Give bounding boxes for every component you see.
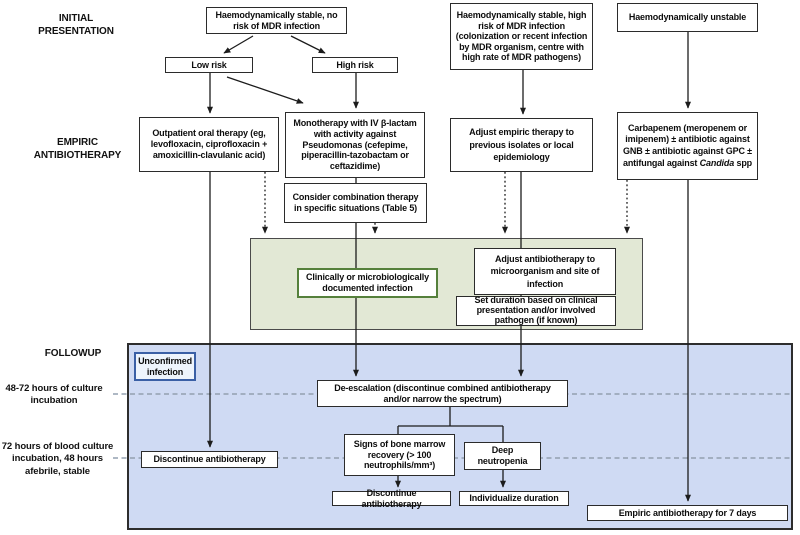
node-stable-no-mdr-label: Haemodynamically stable, no risk of MDR infection — [215, 9, 338, 31]
node-deescalation — [317, 380, 568, 407]
node-unstable-label: Haemodynamically unstable — [628, 11, 747, 22]
node-adjust-antibiotherapy — [474, 248, 616, 295]
node-outpatient-oral-therapy — [139, 117, 279, 172]
node-unstable — [617, 3, 758, 32]
node-adjust-empiric-therapy — [450, 118, 593, 172]
node-documented-infection-label: Clinically or microbiologically documented infection — [306, 272, 429, 293]
node-individualize-duration — [459, 491, 569, 506]
timeline-blood-culture: 72 hours of blood culture incubation, 48 hours afebrile, stable — [1, 441, 114, 477]
node-stable-no-mdr — [206, 7, 347, 34]
node-unconfirmed-infection-label: Unconfirmed infection — [138, 355, 192, 377]
node-carbapenem-label: Carbapenem (meropenem or imipenem) ± antibiotic against GNB ± antibiotic against GPC ± antifungal against Candida spp — [622, 122, 753, 168]
node-set-duration-label: Set duration based on clinical presentation and/or involved pathogen (if known) — [474, 295, 598, 325]
node-iv-monotherapy — [285, 112, 425, 178]
node-consider-combination — [284, 183, 427, 223]
node-documented-infection — [297, 268, 438, 298]
node-bone-marrow-label: Signs of bone marrow recovery (> 100 neutrophils/mm³) — [353, 438, 446, 471]
candida-italic: Candida — [699, 157, 735, 168]
node-iv-monotherapy-label: Monotherapy with IV β-lactam with activity against Pseudomonas (cefepime, piperacillin-tazobactam or ceftazidime) — [293, 117, 417, 172]
node-set-duration — [456, 296, 616, 326]
node-low-risk-label: Low risk — [191, 59, 227, 70]
node-deep-neutropenia — [464, 442, 541, 470]
node-stable-high-mdr — [450, 3, 593, 70]
node-deescalation-label: De-escalation (discontinue combined antibiotherapy and/or narrow the spectrum) — [334, 382, 551, 404]
node-carbapenem-therapy — [617, 112, 758, 180]
node-low-risk — [165, 57, 253, 73]
stage-initial-presentation: INITIAL PRESENTATION — [38, 13, 114, 37]
node-discontinue-left-label: Discontinue antibiotherapy — [153, 454, 266, 465]
node-deep-neutropenia-label: Deep neutropenia — [477, 445, 528, 466]
node-adjust-empiric-label: Adjust empiric therapy to previous isolates or local epidemiology — [469, 127, 574, 163]
node-outpatient-label: Outpatient oral therapy (eg, levofloxacin, ciprofloxacin + amoxicillin-clavulanic acid) — [150, 128, 268, 160]
node-unconfirmed-infection — [134, 352, 196, 381]
node-stable-high-mdr-label: Haemodynamically stable, high risk of MDR infection (colonization or recent infection by MDR organism, centre with high rate of MDR pathogens) — [455, 9, 588, 63]
node-empiric-7-days-label: Empiric antibiotherapy for 7 days — [618, 507, 757, 518]
node-discontinue-antibiotherapy-left — [141, 451, 278, 468]
node-high-risk-label: High risk — [336, 59, 374, 70]
node-individualize-label: Individualize duration — [469, 493, 559, 504]
node-discontinue-mid-label: Discontinue antibiotherapy — [361, 487, 422, 509]
node-high-risk — [312, 57, 398, 73]
node-adjust-antibiotherapy-label: Adjust antibiotherapy to microorganism and site of infection — [490, 254, 600, 289]
node-discontinue-antibiotherapy-mid — [332, 487, 451, 509]
timeline-culture-incubation: 48-72 hours of culture incubation — [5, 383, 103, 407]
stage-followup: FOLLOWUP — [44, 348, 102, 359]
stage-empiric-antibiotherapy: EMPIRIC ANTIBIOTHERAPY — [33, 137, 122, 161]
node-consider-combination-label: Consider combination therapy in specific situations (Table 5) — [292, 192, 419, 213]
node-bone-marrow-recovery — [344, 434, 455, 476]
node-empiric-7-days — [587, 505, 788, 521]
